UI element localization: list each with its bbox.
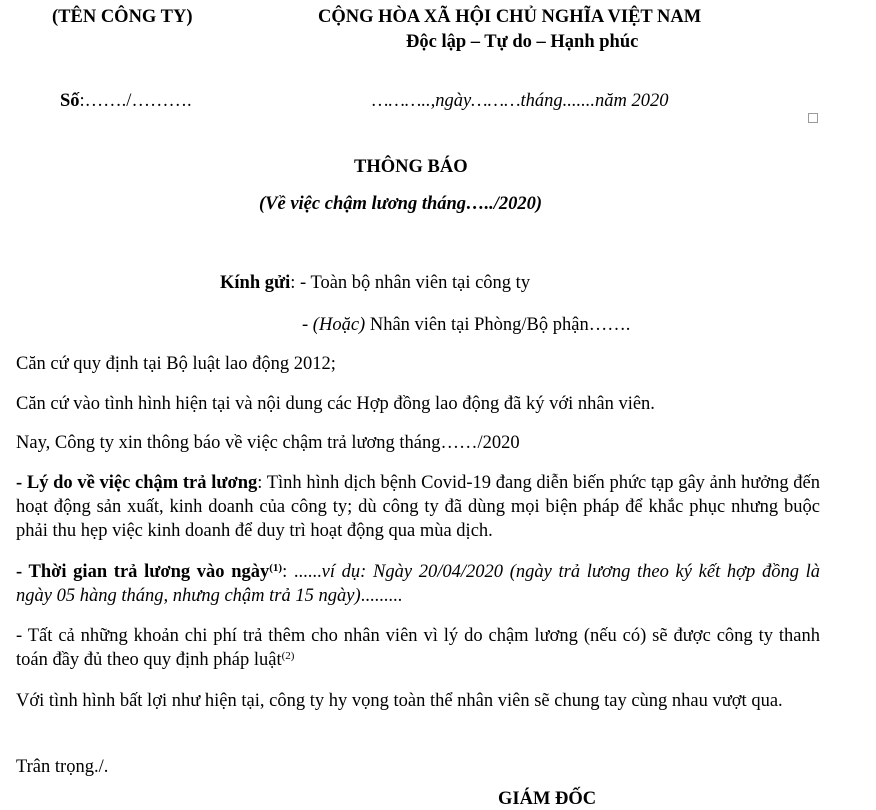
paragraph-reason bbox=[16, 471, 820, 543]
company-name: (TÊN CÔNG TY) bbox=[52, 7, 193, 27]
motto: Độc lập – Tự do – Hạnh phúc bbox=[406, 32, 639, 52]
closing-line: Trân trọng./. bbox=[16, 757, 109, 777]
paragraph-notice: Nay, Công ty xin thông báo về việc chậm trả lương tháng……/2020 bbox=[16, 433, 520, 453]
paragraph-extra-costs bbox=[16, 624, 820, 672]
document-number bbox=[60, 91, 192, 112]
recipients-text-1: : - Toàn bộ nhân viên tại công ty bbox=[290, 273, 531, 293]
reason-label: - Lý do về việc chậm trả lương bbox=[16, 473, 258, 493]
footnote-ref-2: (2) bbox=[281, 650, 295, 662]
paragraph-contract-basis: Căn cứ vào tình hình hiện tại và nội dung các Hợp đồng lao động đã ký với nhân viên. bbox=[16, 394, 655, 414]
paragraph-hope: Với tình hình bất lợi như hiện tại, công ty hy vọng toàn thể nhân viên sẽ chung tay cùng nhau vượt qua. bbox=[16, 691, 783, 711]
recipients-line-1 bbox=[220, 273, 530, 294]
document-subtitle: (Về việc chậm lương tháng…../2020) bbox=[259, 194, 543, 214]
recipients-label: Kính gửi bbox=[220, 273, 291, 293]
date-line: ………..,ngày………tháng.......năm 2020 bbox=[372, 91, 669, 111]
recipients-or: (Hoặc) bbox=[312, 315, 366, 335]
document-title: THÔNG BÁO bbox=[354, 157, 468, 177]
payment-time-suffix: ......... bbox=[360, 586, 403, 606]
nation-title: CỘNG HÒA XÃ HỘI CHỦ NGHĨA VIỆT NAM bbox=[318, 7, 702, 27]
document-number-label: Số bbox=[60, 91, 80, 111]
paragraph-payment-time bbox=[16, 560, 820, 608]
checkbox-icon[interactable] bbox=[808, 113, 818, 123]
recipients-prefix: - bbox=[302, 315, 313, 335]
recipients-text-2: Nhân viên tại Phòng/Bộ phận……. bbox=[365, 315, 631, 335]
payment-time-label: - Thời gian trả lương vào ngày bbox=[16, 562, 270, 582]
recipients-line-2 bbox=[302, 315, 630, 336]
payment-time-prefix: : ...... bbox=[282, 562, 322, 582]
extra-costs-text: - Tất cả những khoản chi phí trả thêm cho nhân viên vì lý do chậm lương (nếu có) sẽ được công ty thanh toán đầy đủ theo quy định pháp luật bbox=[16, 626, 820, 670]
document-number-value: :……./………. bbox=[79, 91, 192, 111]
footnote-ref-1: (1) bbox=[269, 562, 283, 574]
signature-title: GIÁM ĐỐC bbox=[498, 789, 597, 809]
reason-text: : Tình hình dịch bệnh Covid-19 đang diễn biến phức tạp gây ảnh hưởng đến hoạt động sản xuất, kinh doanh của công ty; dù công ty đã dùng mọi biện pháp để khắc phục nhưng buộc phải thu hẹp việc kinh doanh để duy trì hoạt động qua mùa dịch. bbox=[16, 473, 820, 541]
paragraph-legal-basis: Căn cứ quy định tại Bộ luật lao động 2012; bbox=[16, 354, 336, 374]
payment-time-example: ví dụ: Ngày 20/04/2020 (ngày trả lương theo ký kết hợp đồng là ngày 05 hàng tháng, nhưng chậm trả 15 ngày) bbox=[16, 562, 821, 606]
